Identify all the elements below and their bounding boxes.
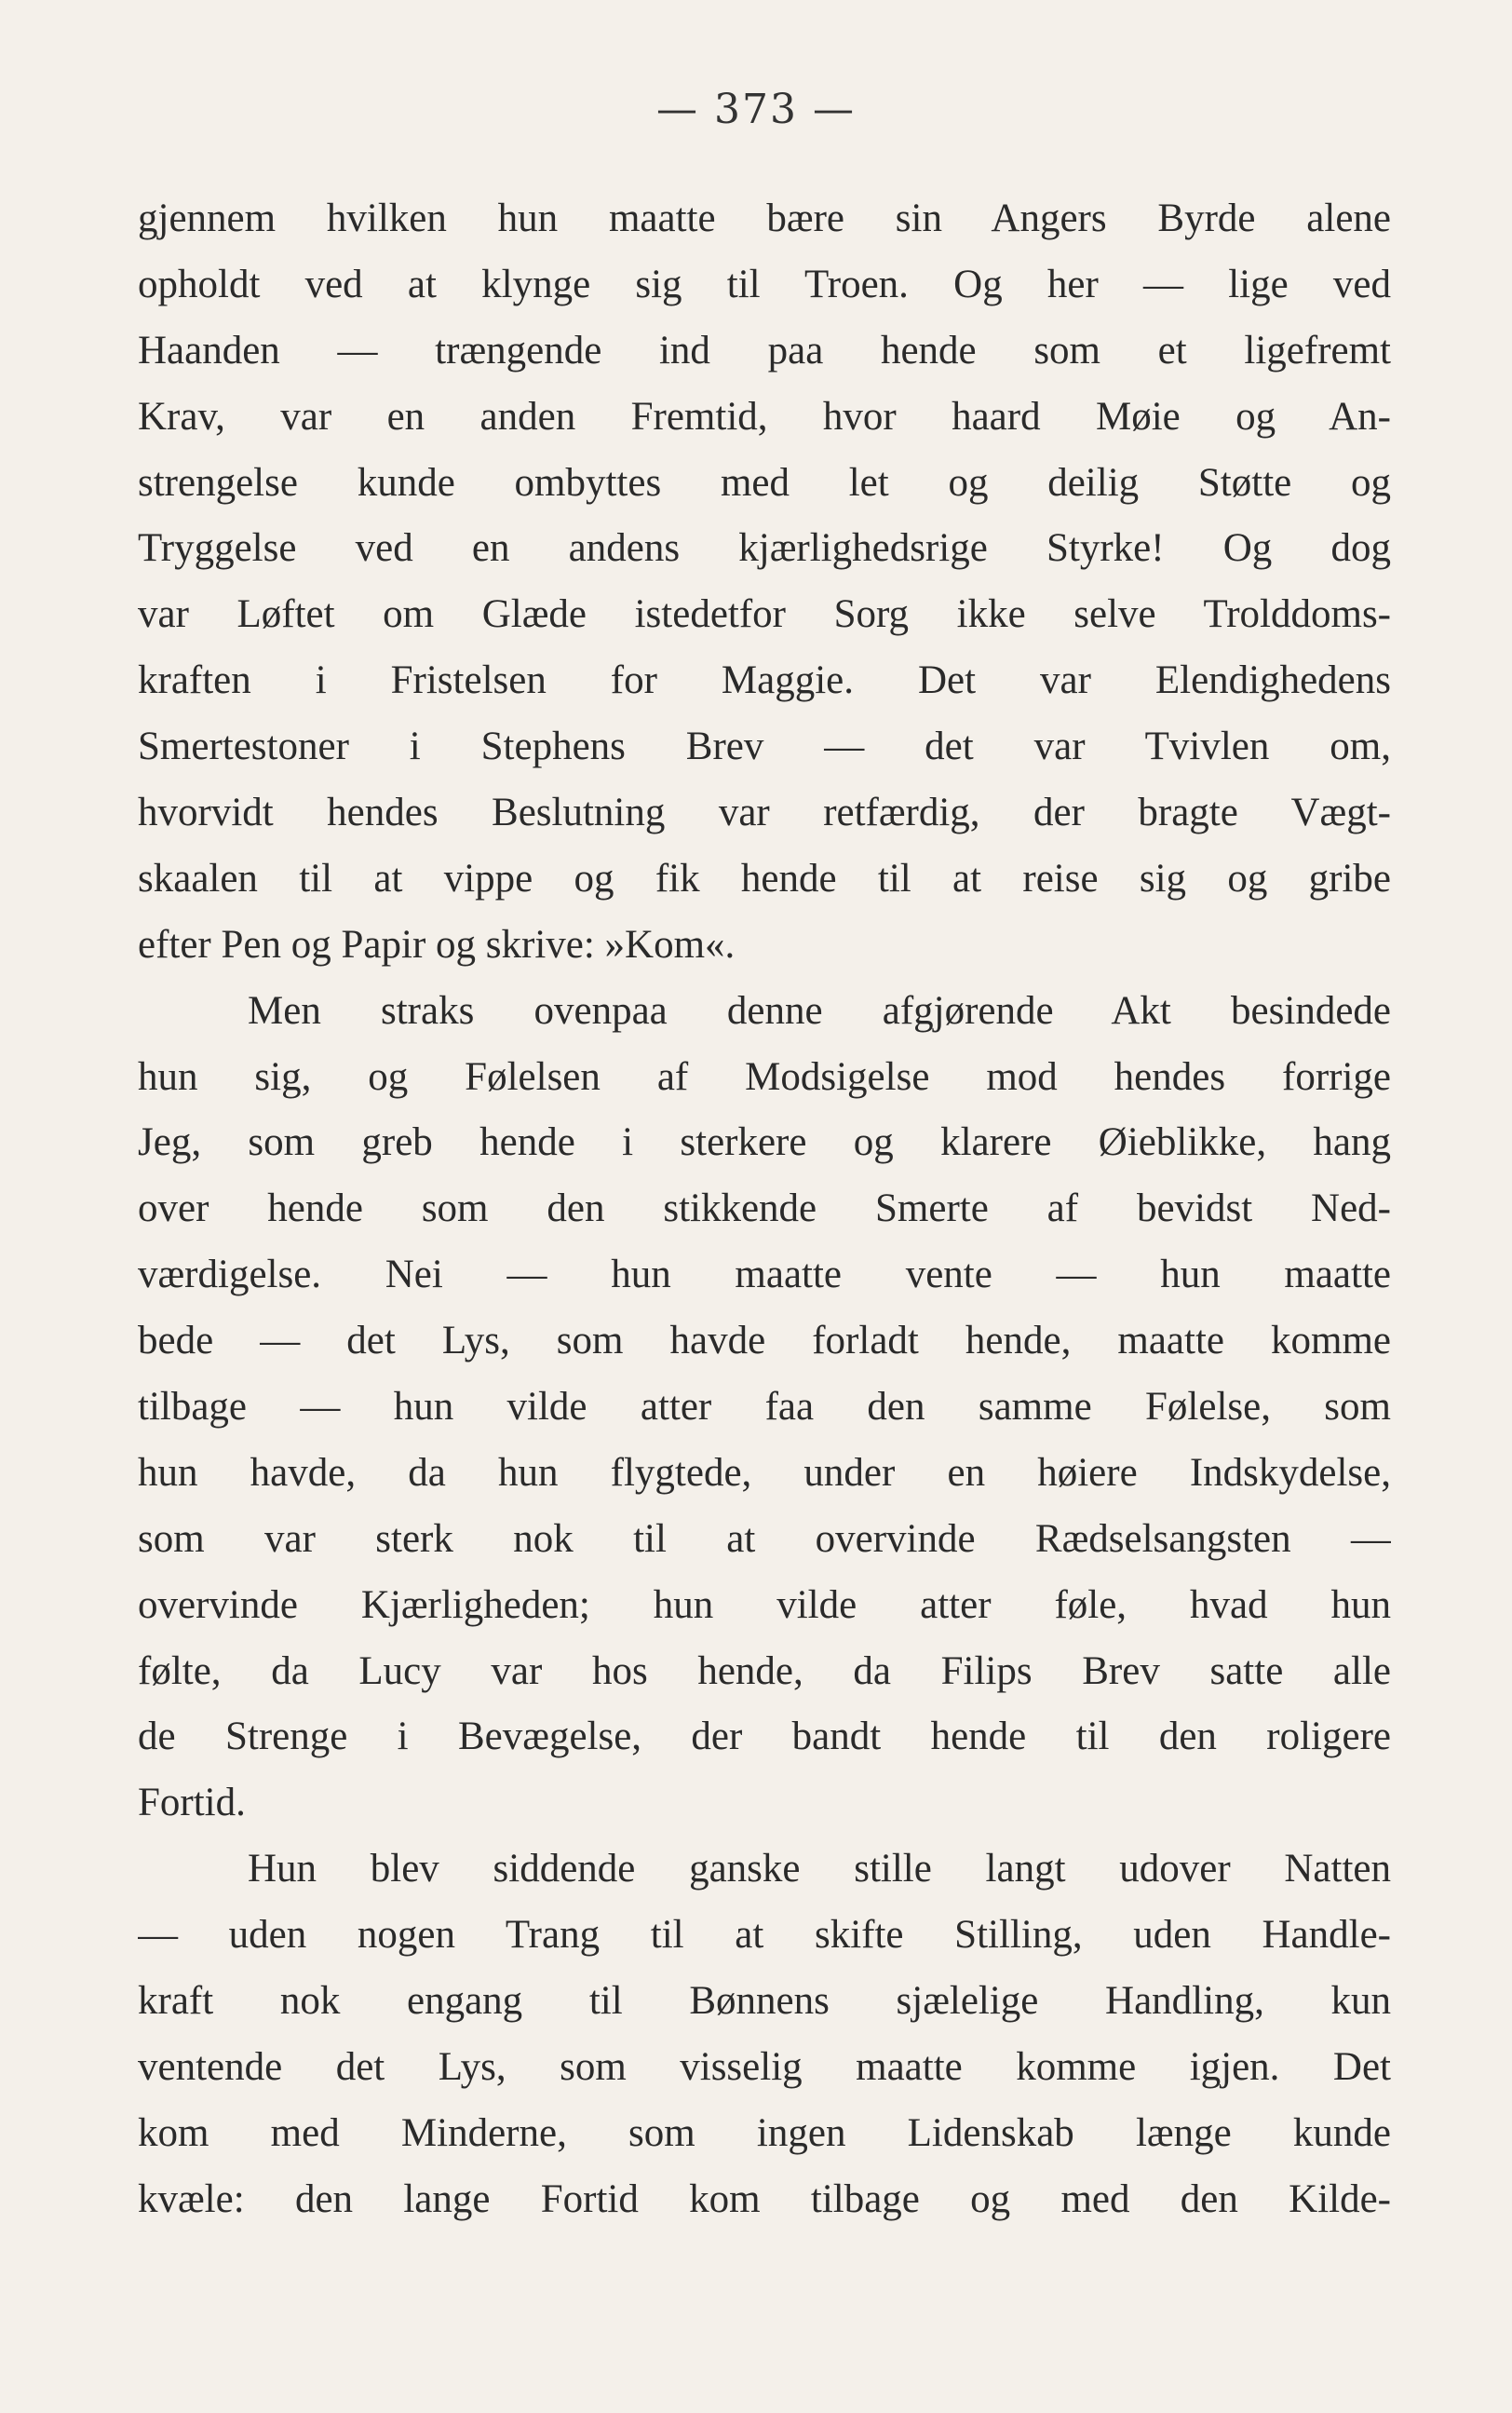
text-line: kvæle: den lange Fortid kom tilbage og med den Kilde-: [138, 2176, 1391, 2221]
text-line: gjennem hvilken hun maatte bære sin Angers Byrde alene: [138, 197, 1391, 240]
text-line: bede — det Lys, som havde forladt hende, maatte komme: [138, 1319, 1391, 1363]
text-line: hun sig, og Følelsen af Modsigelse mod hendes forrige: [138, 1054, 1391, 1099]
text-line: skaalen til at vippe og fik hende til at reise sig og gribe: [138, 856, 1391, 901]
text-line: strengelse kunde ombyttes med let og deilig Støtte og: [138, 460, 1391, 505]
text-line: Haanden — trængende ind paa hende som et ligefremt: [138, 328, 1391, 373]
text-line: tilbage — hun vilde atter faa den samme Følelse, som: [138, 1385, 1391, 1430]
text-line: overvinde Kjærligheden; hun vilde atter føle, hvad hun: [138, 1582, 1391, 1627]
text-line: hun havde, da hun flygtede, under en høiere Indskydelse,: [138, 1450, 1391, 1495]
text-line: Fortid.: [138, 1781, 246, 1825]
body-text: [138, 186, 1391, 2233]
text-line: ventende det Lys, som visselig maatte komme igjen. Det: [138, 2044, 1391, 2089]
text-line: — uden nogen Trang til at skifte Stilling, uden Handle-: [138, 1913, 1391, 1958]
text-line: de Strenge i Bevægelse, der bandt hende til den roligere: [138, 1715, 1391, 1759]
text-line: Krav, var en anden Fremtid, hvor haard Møie og An-: [138, 394, 1391, 439]
text-line: som var sterk nok til at overvinde Rædselsangsten —: [138, 1516, 1391, 1561]
text-line: var Løftet om Glæde istedetfor Sorg ikke selve Trolddoms-: [138, 592, 1391, 637]
text-line: Smertestoner i Stephens Brev — det var Tvivlen om,: [138, 725, 1391, 769]
page-number: — 373 —: [656, 86, 856, 133]
text-line: efter Pen og Papir og skrive: »Kom«.: [138, 922, 736, 967]
text-line: følte, da Lucy var hos hende, da Filips Brev satte alle: [138, 1648, 1391, 1693]
text-line: Hun blev siddende ganske stille langt udover Natten: [248, 1847, 1391, 1891]
text-line: kom med Minderne, som ingen Lidenskab længe kunde: [138, 2110, 1391, 2155]
text-line: Men straks ovenpaa denne afgjørende Akt besindede: [248, 988, 1391, 1033]
text-line: over hende som den stikkende Smerte af bevidst Ned-: [138, 1186, 1391, 1231]
text-line: Tryggelse ved en andens kjærlighedsrige Styrke! Og dog: [138, 526, 1391, 571]
text-line: værdigelse. Nei — hun maatte vente — hun maatte: [138, 1253, 1391, 1297]
text-line: hvorvidt hendes Beslutning var retfærdig, der bragte Vægt-: [138, 791, 1391, 835]
text-line: kraft nok engang til Bønnens sjælelige Handling, kun: [138, 1979, 1391, 2024]
text-line: opholdt ved at klynge sig til Troen. Og her — lige ved: [138, 262, 1391, 306]
text-line: Jeg, som greb hende i sterkere og klarere Øieblikke, hang: [138, 1120, 1391, 1165]
text-line: kraften i Fristelsen for Maggie. Det var Elendighedens: [138, 658, 1391, 703]
